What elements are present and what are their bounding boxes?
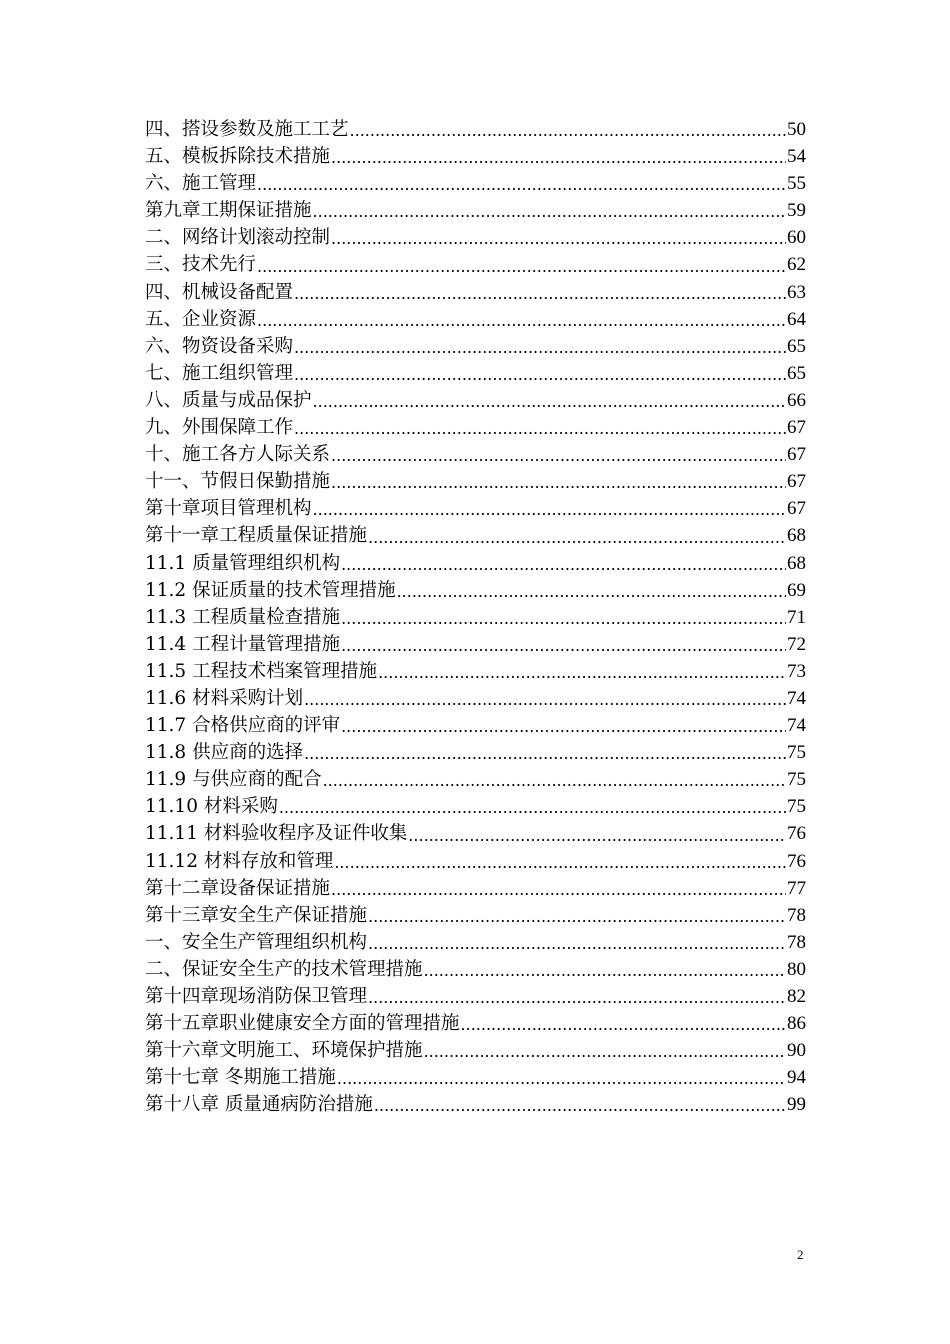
toc-entry-page: 78	[787, 904, 806, 926]
toc-dot-leader	[341, 553, 786, 577]
toc-entry[interactable]	[145, 875, 806, 902]
toc-entry-page: 67	[787, 498, 806, 520]
toc-entry-title: 三、技术先行	[145, 254, 257, 276]
toc-entry[interactable]	[145, 333, 806, 360]
toc-dot-leader	[424, 1040, 786, 1064]
toc-entry-page: 78	[787, 931, 806, 953]
toc-entry-title: 五、企业资源	[145, 308, 257, 330]
toc-entry-title: 第十八章 质量通病防治措施	[145, 1094, 373, 1116]
toc-entry[interactable]	[145, 766, 806, 793]
toc-entry[interactable]	[145, 793, 806, 820]
toc-entry[interactable]	[145, 577, 806, 604]
toc-dot-leader	[323, 769, 786, 793]
toc-dot-leader	[341, 715, 786, 739]
toc-entry-title: 11.12 材料存放和管理	[145, 850, 334, 872]
toc-entry-page: 72	[787, 633, 806, 655]
toc-entry[interactable]	[145, 116, 806, 143]
toc-entry-page: 69	[787, 579, 806, 601]
toc-entry-page: 74	[787, 715, 806, 737]
toc-entry[interactable]	[145, 224, 806, 251]
toc-entry[interactable]	[145, 1091, 806, 1118]
toc-entry[interactable]	[145, 197, 806, 224]
toc-dot-leader	[294, 417, 786, 441]
toc-dot-leader	[341, 634, 786, 658]
toc-entry[interactable]	[145, 983, 806, 1010]
toc-entry-title: 第十章项目管理机构	[145, 498, 312, 520]
toc-entry[interactable]	[145, 306, 806, 333]
toc-entry-page: 59	[787, 200, 806, 222]
toc-entry-title: 第十六章文明施工、环境保护措施	[145, 1040, 423, 1062]
toc-entry-title: 八、质量与成品保护	[145, 389, 312, 411]
toc-entry-page: 82	[787, 986, 806, 1007]
page-number: 2	[797, 1247, 804, 1262]
toc-entry[interactable]	[145, 1064, 806, 1091]
toc-dot-leader	[331, 471, 786, 495]
toc-entry[interactable]	[145, 685, 806, 712]
toc-entry-title: 四、机械设备配置	[145, 281, 294, 303]
toc-entry-title: 第十七章 冬期施工措施	[145, 1067, 336, 1089]
toc-entry-title: 十一、节假日保勤措施	[145, 471, 331, 493]
toc-entry[interactable]	[145, 820, 806, 847]
toc-dot-leader	[408, 824, 786, 848]
toc-entry-title: 11.11 材料验收程序及证件收集	[145, 823, 408, 845]
toc-dot-leader	[313, 498, 786, 522]
toc-entry-page: 68	[787, 552, 806, 574]
toc-entry-page: 75	[787, 769, 806, 791]
toc-entry[interactable]	[145, 441, 806, 468]
toc-dot-leader	[313, 200, 786, 224]
toc-entry-page: 71	[787, 606, 806, 628]
toc-entry-title: 五、模板拆除技术措施	[145, 146, 331, 168]
toc-entry-title: 九、外围保障工作	[145, 417, 294, 439]
toc-dot-leader	[368, 526, 786, 550]
toc-entry[interactable]	[145, 360, 806, 387]
toc-entry-title: 七、施工组织管理	[145, 362, 294, 384]
toc-entry-page: 75	[787, 796, 806, 818]
toc-entry[interactable]	[145, 550, 806, 577]
toc-entry-page: 80	[787, 958, 806, 980]
toc-entry[interactable]	[145, 929, 806, 956]
toc-dot-leader	[304, 688, 786, 712]
toc-entry-title: 11.2 保证质量的技术管理措施	[145, 579, 396, 601]
toc-dot-leader	[294, 363, 786, 387]
toc-entry[interactable]	[145, 956, 806, 983]
toc-entry-page: 73	[787, 660, 806, 682]
toc-entry-title: 11.7 合格供应商的评审	[145, 715, 341, 737]
toc-dot-leader	[424, 959, 786, 983]
toc-dot-leader	[331, 444, 786, 468]
toc-entry-title: 11.4 工程计量管理措施	[145, 633, 341, 655]
toc-entry-title: 一、安全生产管理组织机构	[145, 931, 368, 953]
toc-entry[interactable]	[145, 902, 806, 929]
toc-entry-title: 11.3 工程质量检查措施	[145, 606, 341, 628]
toc-entry[interactable]	[145, 522, 806, 549]
toc-entry-page: 68	[787, 525, 806, 547]
toc-dot-leader	[341, 607, 786, 631]
toc-dot-leader	[257, 309, 786, 333]
toc-entry-page: 76	[787, 823, 806, 845]
toc-dot-leader	[331, 146, 786, 170]
toc-entry-page: 74	[787, 687, 806, 709]
toc-dot-leader	[279, 796, 786, 820]
toc-entry-title: 11.8 供应商的选择	[145, 742, 304, 764]
toc-entry-title: 二、保证安全生产的技术管理措施	[145, 958, 423, 980]
toc-dot-leader	[378, 661, 786, 685]
toc-entry[interactable]	[145, 712, 806, 739]
toc-entry-page: 55	[787, 173, 806, 195]
toc-entry-title: 11.9 与供应商的配合	[145, 769, 322, 791]
toc-dot-leader	[368, 986, 786, 1010]
toc-entry[interactable]	[145, 604, 806, 631]
toc-entry-title: 第十五章职业健康安全方面的管理措施	[145, 1013, 460, 1035]
toc-entry-page: 94	[787, 1067, 806, 1089]
toc-entry-page: 67	[787, 417, 806, 439]
toc-dot-leader	[368, 932, 786, 956]
toc-dot-leader	[461, 1013, 786, 1037]
table-of-contents	[145, 116, 806, 1118]
toc-dot-leader	[294, 282, 786, 306]
toc-entry[interactable]	[145, 631, 806, 658]
toc-entry-page: 75	[787, 742, 806, 764]
toc-dot-leader	[304, 742, 786, 766]
toc-entry-page: 77	[787, 877, 806, 899]
toc-entry[interactable]	[145, 1037, 806, 1064]
toc-entry-title: 第九章工期保证措施	[145, 200, 312, 222]
toc-entry-page: 65	[787, 335, 806, 357]
toc-entry[interactable]	[145, 739, 806, 766]
toc-dot-leader	[368, 905, 786, 929]
toc-entry[interactable]	[145, 143, 806, 170]
toc-entry[interactable]	[145, 848, 806, 875]
toc-entry-page: 65	[787, 362, 806, 384]
toc-entry-page: 76	[787, 850, 806, 872]
toc-entry-title: 11.5 工程技术档案管理措施	[145, 660, 378, 682]
toc-entry[interactable]	[145, 170, 806, 197]
toc-entry-title: 六、物资设备采购	[145, 335, 294, 357]
toc-entry-page: 50	[787, 119, 806, 140]
toc-entry[interactable]	[145, 387, 806, 414]
toc-entry[interactable]	[145, 279, 806, 306]
toc-dot-leader	[257, 255, 786, 279]
toc-entry-title: 二、网络计划滚动控制	[145, 227, 331, 249]
toc-entry-title: 11.10 材料采购	[145, 796, 278, 818]
toc-entry-title: 四、搭设参数及施工工艺	[145, 119, 349, 140]
toc-dot-leader	[313, 390, 786, 414]
toc-entry[interactable]	[145, 414, 806, 441]
toc-entry-page: 86	[787, 1013, 806, 1035]
toc-entry[interactable]	[145, 658, 806, 685]
toc-entry-title: 11.6 材料采购计划	[145, 687, 304, 709]
toc-dot-leader	[331, 878, 786, 902]
toc-entry-title: 第十一章工程质量保证措施	[145, 525, 368, 547]
toc-entry-page: 60	[787, 227, 806, 249]
toc-dot-leader	[374, 1094, 786, 1118]
toc-entry-page: 54	[787, 146, 806, 168]
toc-entry-title: 第十四章现场消防保卫管理	[145, 986, 368, 1007]
toc-entry-title: 第十三章安全生产保证措施	[145, 904, 368, 926]
toc-dot-leader	[337, 1067, 786, 1091]
toc-dot-leader	[350, 119, 786, 143]
toc-entry-title: 十、施工各方人际关系	[145, 444, 331, 466]
toc-entry[interactable]	[145, 468, 806, 495]
toc-dot-leader	[397, 580, 786, 604]
toc-dot-leader	[294, 336, 786, 360]
toc-entry-page: 90	[787, 1040, 806, 1062]
toc-entry[interactable]	[145, 251, 806, 278]
toc-entry-title: 第十二章设备保证措施	[145, 877, 331, 899]
toc-entry-page: 99	[787, 1094, 806, 1116]
toc-entry-page: 63	[787, 281, 806, 303]
toc-entry-page: 66	[787, 389, 806, 411]
toc-dot-leader	[257, 173, 786, 197]
toc-entry-page: 62	[787, 254, 806, 276]
toc-entry-title: 11.1 质量管理组织机构	[145, 552, 341, 574]
toc-dot-leader	[331, 227, 786, 251]
toc-dot-leader	[334, 851, 786, 875]
toc-entry[interactable]	[145, 1010, 806, 1037]
toc-entry[interactable]	[145, 495, 806, 522]
toc-entry-title: 六、施工管理	[145, 173, 257, 195]
toc-entry-page: 67	[787, 444, 806, 466]
toc-entry-page: 67	[787, 471, 806, 493]
toc-entry-page: 64	[787, 308, 806, 330]
